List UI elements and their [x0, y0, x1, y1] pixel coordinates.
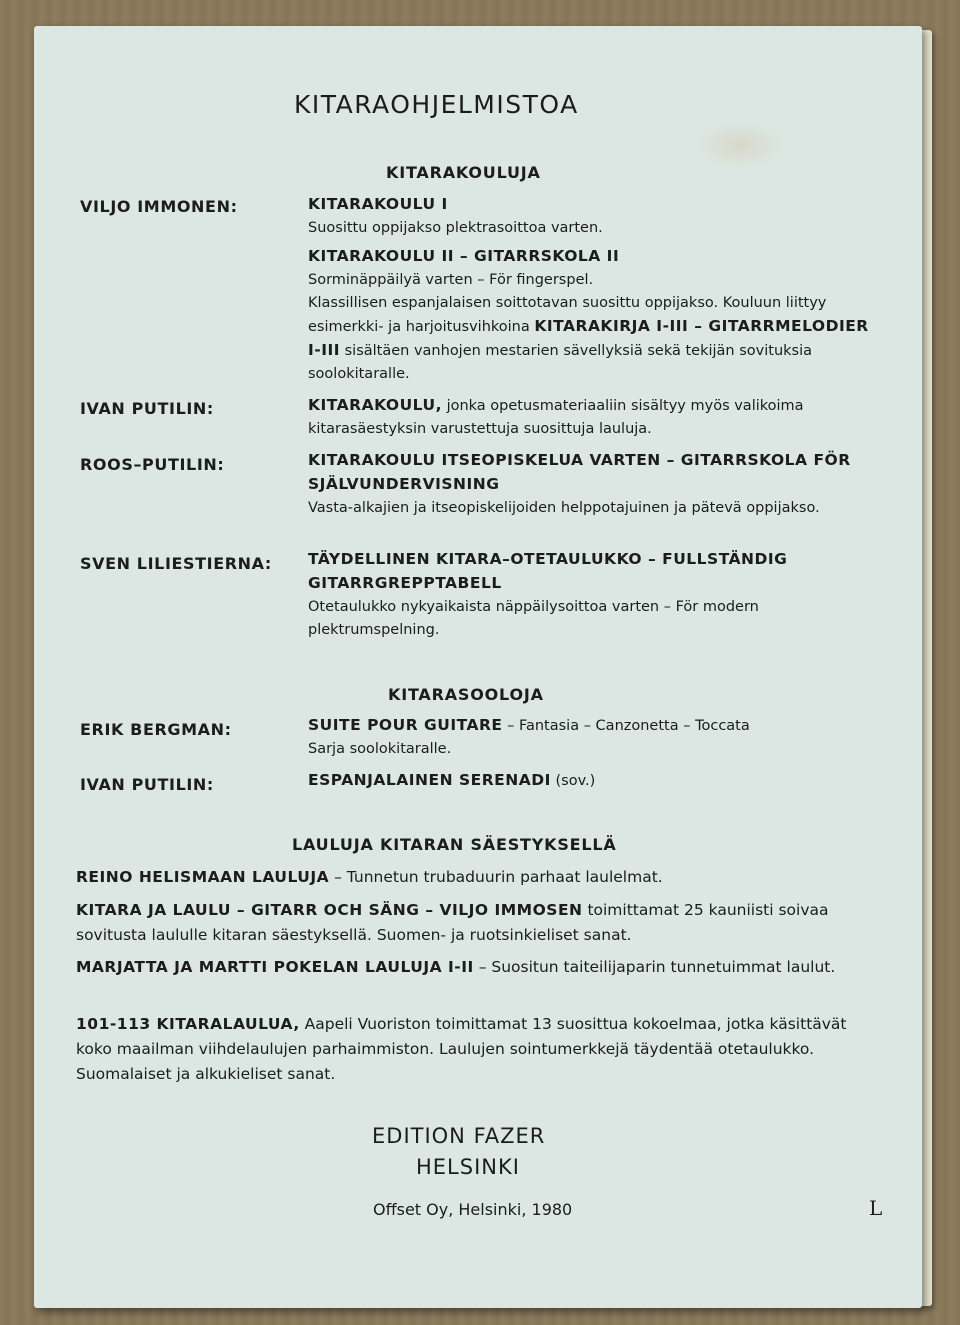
- entry-kitarakoulu-1: [308, 193, 873, 240]
- entry-title: ESPANJALAINEN SERENADI: [308, 771, 551, 789]
- entry-itseopiskelu: [308, 449, 873, 520]
- entry-text: jonka opetusmateriaaliin sisältyy myös valikoima kitarasäestyksin varustettuja suosittuja lauluja.: [308, 398, 804, 437]
- entry-text: Sorminäppäilyä varten – För fingerspel.: [308, 272, 594, 288]
- song-text: toimittamat 25 kauniisti soivaa sovitusta laululle kitaran säestyksellä. Suomen- ja ruotsinkieliset sanat.: [76, 901, 829, 944]
- section-title-songs: LAULUJA KITARAN SÄESTYKSELLÄ: [292, 835, 617, 854]
- author-sven-liliestierna: SVEN LILIESTIERNA:: [80, 554, 272, 573]
- publisher-city: HELSINKI: [416, 1155, 520, 1179]
- song-kitaralaulua: [76, 1012, 876, 1087]
- song-text: – Tunnetun trubaduurin parhaat laulelmat.: [334, 868, 663, 886]
- section-title-solos: KITARASOOLOJA: [388, 685, 544, 704]
- entry-text: sisältäen vanhojen mestarien sävellyksiä sekä tekijän sovituksia soolokitaralle.: [308, 343, 813, 382]
- section-title-schools: KITARAKOULUJA: [386, 163, 541, 182]
- song-title: MARJATTA JA MARTTI POKELAN LAULUJA I-II: [76, 958, 474, 976]
- entry-text: Otetaulukko nykyaikaista näppäilysoittoa varten – För modern plektrumspelning.: [308, 599, 759, 638]
- paper-stain: [695, 120, 785, 170]
- imprint: Offset Oy, Helsinki, 1980: [373, 1200, 573, 1219]
- entry-text: Klassillisen espanjalaisen soittotavan suosittu oppijakso. Kouluun liittyy esimerkki- ja harjoitusvihkoina: [308, 295, 827, 335]
- entry-title: SUITE POUR GUITARE: [308, 716, 503, 734]
- entry-kitarakoulu-2: [308, 245, 873, 386]
- entry-title: KITARAKOULU II – GITARRSKOLA II: [308, 247, 620, 265]
- song-kitara-ja-laulu: [76, 898, 876, 948]
- entry-text: (sov.): [555, 773, 596, 789]
- entry-title: KITARAKOULU I: [308, 195, 448, 213]
- entry-title: KITARAKOULU ITSEOPISKELUA VARTEN – GITARRSKOLA FÖR SJÄLVUNDERVISNING: [308, 451, 851, 493]
- song-pokela: [76, 955, 876, 980]
- entry-text: – Fantasia – Canzonetta – Toccata: [507, 718, 750, 734]
- entry-serenadi: [308, 769, 873, 793]
- song-title: REINO HELISMAAN LAULUJA: [76, 868, 330, 886]
- author-erik-bergman: ERIK BERGMAN:: [80, 720, 232, 739]
- song-text: Aapeli Vuoriston toimittamat 13 suosittua kokoelmaa, jotka käsittävät koko maailman viihdelaulujen parhaimmiston. Laulujen sointumerkkejä täydentää otetaulukko. Suomalaiset ja alkukieliset sanat.: [76, 1015, 847, 1083]
- entry-otetaulukko: [308, 548, 873, 642]
- entry-title: KITARAKOULU,: [308, 396, 442, 414]
- author-ivan-putilin-2: IVAN PUTILIN:: [80, 775, 214, 794]
- song-helismaa: [76, 865, 876, 890]
- entry-text: Sarja soolokitaralle.: [308, 741, 452, 757]
- song-title: KITARA JA LAULU – GITARR OCH SÄNG – VILJO IMMOSEN: [76, 901, 583, 919]
- entry-text: Suosittu oppijakso plektrasoittoa varten.: [308, 220, 603, 236]
- author-ivan-putilin: IVAN PUTILIN:: [80, 399, 214, 418]
- entry-subtitle: KITARAKIRJA I-III – GITARRMELODIER I-III: [308, 317, 869, 359]
- entry-title: TÄYDELLINEN KITARA–OTETAULUKKO – FULLSTÄNDIG GITARRGREPPTABELL: [308, 550, 788, 592]
- song-title: 101-113 KITARALAULUA,: [76, 1015, 300, 1033]
- main-title: KITARAOHJELMISTOA: [294, 90, 579, 119]
- entry-text: Vasta-alkajien ja itseopiskelijoiden helppotajuinen ja pätevä oppijakso.: [308, 500, 820, 516]
- song-text: – Suositun taiteilijaparin tunnetuimmat laulut.: [478, 958, 836, 976]
- corner-mark: L: [869, 1196, 883, 1220]
- author-viljo-immonen: VILJO IMMONEN:: [80, 197, 238, 216]
- entry-suite-pour-guitare: [308, 714, 873, 761]
- publisher-name: EDITION FAZER: [372, 1124, 546, 1148]
- author-roos-putilin: ROOS–PUTILIN:: [80, 455, 225, 474]
- entry-putilin-kitarakoulu: [308, 394, 873, 441]
